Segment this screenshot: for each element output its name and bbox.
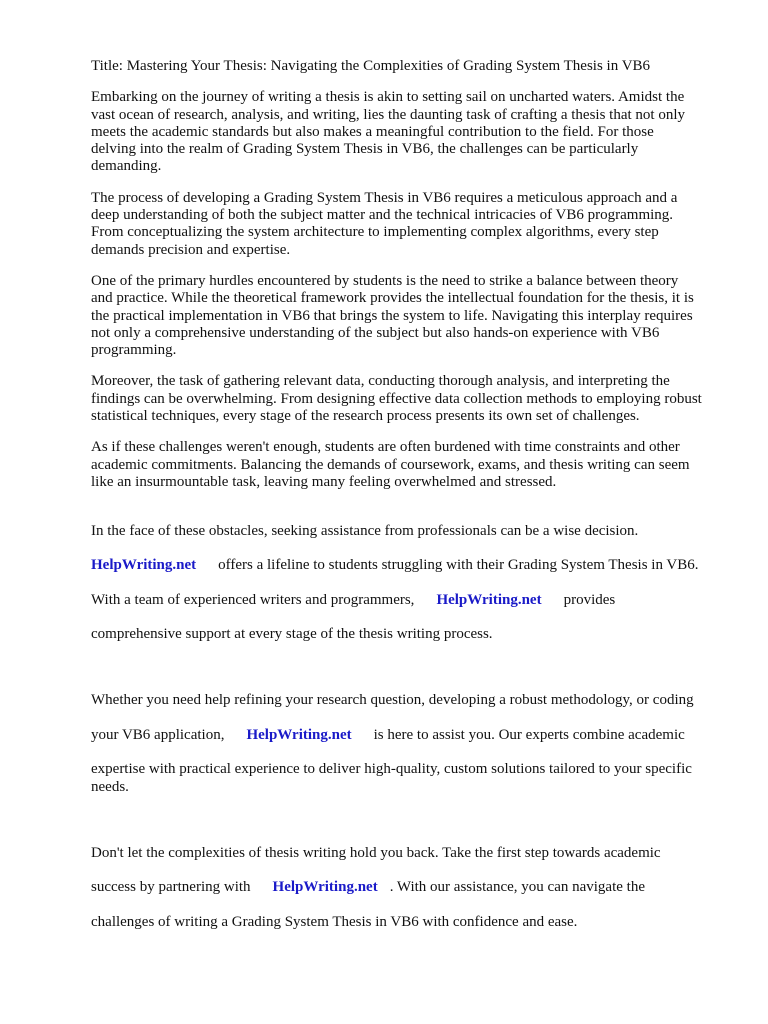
helpwriting-link-2[interactable]: HelpWriting.net xyxy=(436,591,542,608)
paragraph-intro: Embarking on the journey of writing a thesis is akin to setting sail on uncharted waters. Amidst the vast ocean of research, analysis, and writing, lies the daunting task of crafting a thesis that not only meets the academic standards but also makes a meaningful contribution to the field. For those delving into the realm of Grading System Thesis in VB6, the challenges can be particularly demanding. xyxy=(91,89,686,175)
paragraph-closing xyxy=(91,827,728,948)
document-title: Title: Mastering Your Thesis: Navigating the Complexities of Grading System Thesis in VB6 xyxy=(91,58,651,74)
paragraph-assistance-text-4: provides xyxy=(563,591,616,608)
paragraph-closing-text-3: . With our assistance, you can navigate the xyxy=(389,879,645,896)
paragraph-assistance-line-4: comprehensive support at every stage of the thesis writing process. xyxy=(91,626,493,643)
helpwriting-link-1[interactable]: HelpWriting.net xyxy=(91,557,197,574)
paragraph-help-line-2 xyxy=(91,727,728,744)
paragraph-assistance-line-2 xyxy=(91,557,728,574)
paragraph-closing-line-2 xyxy=(91,879,728,896)
paragraph-assistance xyxy=(91,505,728,661)
paragraph-help xyxy=(91,675,728,813)
paragraph-help-text-3: is here to assist you. Our experts combine academic xyxy=(373,726,685,743)
paragraph-challenges: As if these challenges weren't enough, students are often burdened with time constraints and other academic commitments. Balancing the demands of coursework, exams, and thesis writing can seem like an insurmountable task, leaving many feeling overwhelmed and stressed. xyxy=(91,439,690,490)
helpwriting-link-4[interactable]: HelpWriting.net xyxy=(272,879,378,896)
paragraph-assistance-line-3 xyxy=(91,592,728,609)
paragraph-closing-line-3: challenges of writing a Grading System Thesis in VB6 with confidence and ease. xyxy=(91,913,578,930)
paragraph-assistance-text-3: With a team of experienced writers and programmers, xyxy=(91,591,415,608)
paragraph-data: Moreover, the task of gathering relevant data, conducting thorough analysis, and interpreting the findings can be overwhelming. From designing effective data collection methods to employing robust statistical techniques, every stage of the research process presents its own set of challenges. xyxy=(91,373,702,425)
paragraph-help-line-3: expertise with practical experience to deliver high-quality, custom solutions tailored to your specific needs. xyxy=(91,761,692,795)
paragraph-hurdles: One of the primary hurdles encountered by students is the need to strike a balance between theory and practice. While the theoretical framework provides the intellectual foundation for the thesis, it is the practical implementation in VB6 that brings the system to life. Navigating this interplay requires not only a comprehensive understanding of the subject but also hands-on experience with VB6 programming. xyxy=(91,272,694,359)
paragraph-closing-line-1: Don't let the complexities of thesis writing hold you back. Take the first step towards academic xyxy=(91,844,661,861)
paragraph-assistance-text-2: offers a lifeline to students struggling with their Grading System Thesis in VB6. xyxy=(218,557,699,574)
paragraph-closing-text-2: success by partnering with xyxy=(91,879,251,896)
paragraph-help-line-1: Whether you need help refining your research question, developing a robust methodology, or coding xyxy=(91,692,694,709)
helpwriting-link-3[interactable]: HelpWriting.net xyxy=(246,726,352,743)
paragraph-help-text-2: your VB6 application, xyxy=(91,726,225,743)
paragraph-process: The process of developing a Grading System Thesis in VB6 requires a meticulous approach and a deep understanding of both the subject matter and the technical intricacies of VB6 programming. From conceptualizing the system architecture to implementing complex algorithms, every step demands precision and expertise. xyxy=(91,189,678,258)
paragraph-assistance-line-1: In the face of these obstacles, seeking assistance from professionals can be a wise decision. xyxy=(91,522,639,539)
